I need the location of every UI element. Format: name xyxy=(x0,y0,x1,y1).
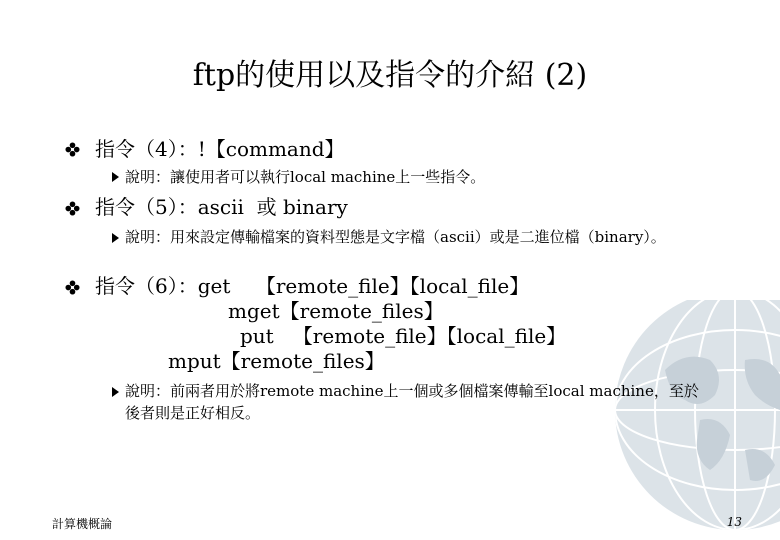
sub-bullet-arrow-icon xyxy=(112,172,119,182)
sub-bullet-command: 說明：讓使用者可以執行local machine上一些指令。 xyxy=(125,168,486,186)
diamond-bullet-icon xyxy=(65,142,80,157)
sub-bullet-arrow-icon xyxy=(112,233,119,243)
command-line-mget: mget【remote_files】 xyxy=(228,299,444,323)
diamond-bullet-icon xyxy=(65,201,80,216)
bullet-get: 指令（6）：get 【remote_file】【local_file】 xyxy=(95,274,530,298)
bullet-command: 指令（4）：!【command】 xyxy=(95,137,345,161)
command-line-put: put 【remote_file】【local_file】 xyxy=(240,324,567,348)
command-line-mput: mput【remote_files】 xyxy=(168,349,385,373)
diamond-bullet-icon xyxy=(65,280,80,295)
sub-bullet-transfer: 說明：前兩者用於將remote machine上一個或多個檔案傳輸至local machine，至於後者則是正好相反。 xyxy=(125,382,699,422)
bullet-ascii-binary: 指令（5）：ascii 或 binary xyxy=(95,195,348,219)
sub-bullet-arrow-icon xyxy=(112,387,119,397)
footer-course-name: 計算機概論 xyxy=(52,517,113,531)
page-number: 13 xyxy=(726,515,742,529)
sub-bullet-ascii-binary: 說明：用來設定傳輸檔案的資料型態是文字檔（ascii）或是二進位檔（binary）。 xyxy=(125,228,666,246)
slide-title: ftp的使用以及指令的介紹 (2) xyxy=(192,58,588,93)
